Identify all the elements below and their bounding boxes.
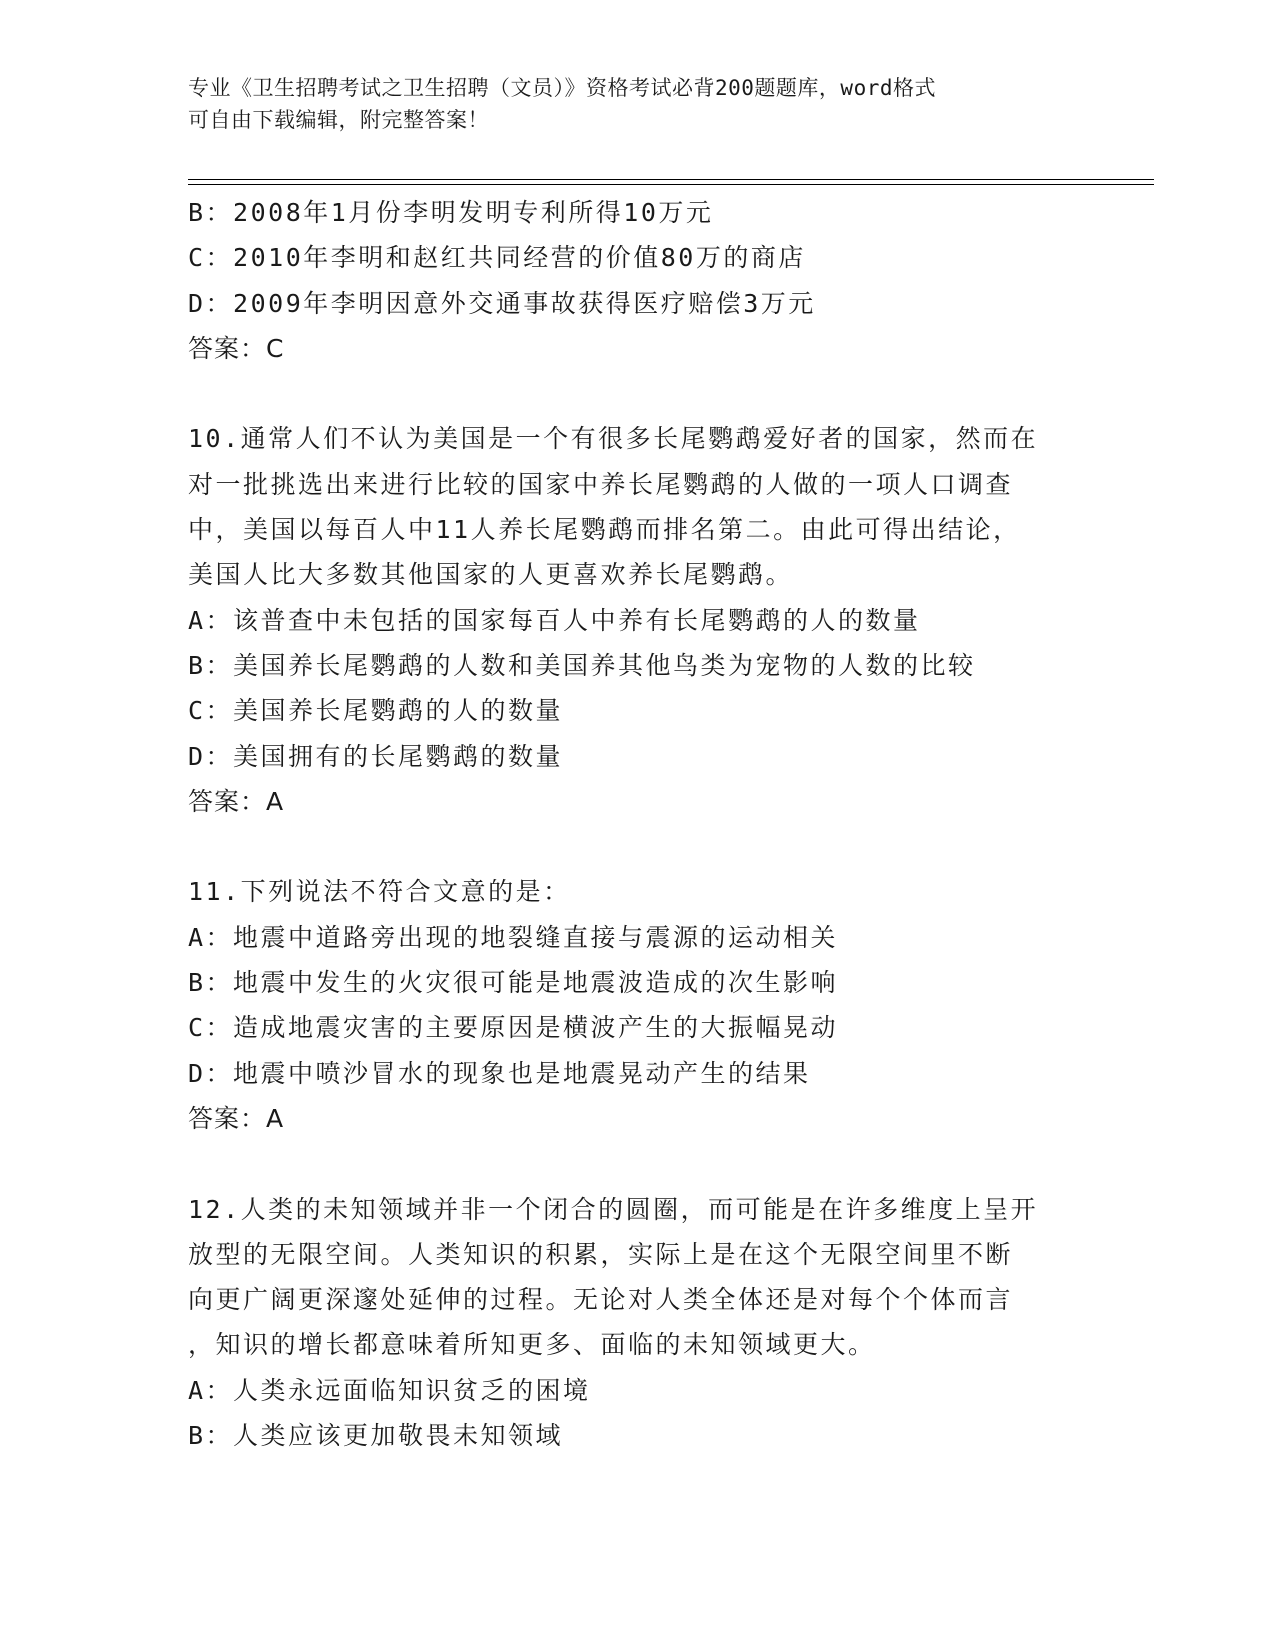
- answer-label: 答案：C: [188, 333, 285, 363]
- option-a: A：人类永远面临知识贫乏的困境: [188, 1375, 591, 1405]
- answer-label: 答案：A: [188, 786, 285, 816]
- option-d: D：美国拥有的长尾鹦鹉的数量: [188, 741, 564, 771]
- question-stem-line: 向更广阔更深邃处延伸的过程。无论对人类全体还是对每个个体而言: [188, 1285, 1014, 1315]
- question-11: [188, 869, 1088, 1141]
- header-divider-top: [188, 179, 1154, 180]
- question-stem-line: 中，美国以每百人中11人养长尾鹦鹉而排名第二。由此可得出结论，: [188, 515, 1021, 545]
- option-b: B：美国养长尾鹦鹉的人数和美国养其他鸟类为宠物的人数的比较: [188, 650, 976, 680]
- option-b: B：2008年1月份李明发明专利所得10万元: [188, 198, 714, 227]
- question-content: [188, 190, 1088, 1458]
- option-a: A：该普查中未包括的国家每百人中养有长尾鹦鹉的人的数量: [188, 605, 921, 635]
- question-stem-line: 12.人类的未知领域并非一个闭合的圆圈，而可能是在许多维度上呈开: [188, 1194, 1039, 1224]
- question-10: [188, 416, 1088, 824]
- header-title-line-2: 可自由下载编辑，附完整答案！: [188, 108, 489, 132]
- option-d: D：2009年李明因意外交通事故获得医疗赔偿3万元: [188, 288, 816, 318]
- question-12: [188, 1187, 1088, 1459]
- answer-label: 答案：A: [188, 1103, 285, 1133]
- header-divider-bottom: [188, 184, 1154, 185]
- question-9: [188, 190, 1088, 371]
- question-stem-line: 10.通常人们不认为美国是一个有很多长尾鹦鹉爱好者的国家，然而在: [188, 424, 1039, 454]
- question-stem-line: 美国人比大多数其他国家的人更喜欢养长尾鹦鹉。: [188, 560, 794, 590]
- question-stem-line: 放型的无限空间。人类知识的积累，实际上是在这个无限空间里不断: [188, 1239, 1014, 1269]
- document-header: [188, 72, 1088, 136]
- question-stem-line: 11.下列说法不符合文意的是：: [188, 877, 571, 907]
- option-b: B：地震中发生的火灾很可能是地震波造成的次生影响: [188, 968, 839, 998]
- option-c: C：造成地震灾害的主要原因是横波产生的大振幅晃动: [188, 1013, 839, 1043]
- header-title-line-1: 专业《卫生招聘考试之卫生招聘（文员）》资格考试必背200题题库，word格式: [188, 76, 936, 100]
- question-stem-line: 对一批挑选出来进行比较的国家中养长尾鹦鹉的人做的一项人口调查: [188, 469, 1014, 499]
- option-c: C：美国养长尾鹦鹉的人的数量: [188, 696, 564, 726]
- option-c: C：2010年李明和赵红共同经营的价值80万的商店: [188, 243, 806, 273]
- option-d: D：地震中喷沙冒水的现象也是地震晃动产生的结果: [188, 1058, 811, 1088]
- spacer: [188, 371, 1088, 416]
- spacer: [188, 1141, 1088, 1186]
- option-b: B：人类应该更加敬畏未知领域: [188, 1421, 564, 1451]
- option-a: A：地震中道路旁出现的地裂缝直接与震源的运动相关: [188, 922, 839, 952]
- question-stem-line: ，知识的增长都意味着所知更多、面临的未知领域更大。: [188, 1330, 876, 1360]
- spacer: [188, 824, 1088, 869]
